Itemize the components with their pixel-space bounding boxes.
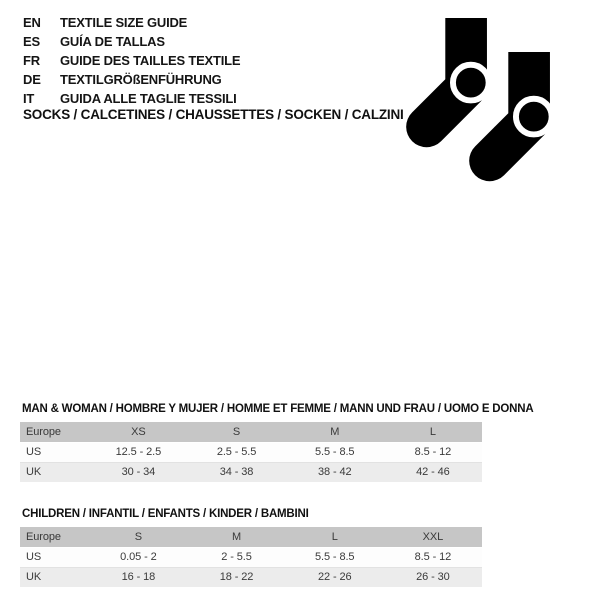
language-label: TEXTILGRÖßENFÜHRUNG [60,72,222,87]
language-label: TEXTILE SIZE GUIDE [60,15,188,30]
table-row [20,442,482,462]
language-row-en [23,13,240,32]
header-size-s: S [232,425,241,438]
size-table-section-children [20,508,482,587]
table-row [20,567,482,587]
table-title-adult: MAN & WOMAN / HOMBRE Y MUJER / HOMME ET FEMME / MANN UND FRAU / UOMO E DONNA [22,403,534,415]
header-size-m: M [232,530,242,543]
table-header-row [20,422,482,442]
language-row-es [23,32,240,51]
size-cell: 34 - 38 [219,466,254,479]
language-row-fr [23,51,240,70]
category-title: SOCKS / CALCETINES / CHAUSSETTES / SOCKEN / CALZINI [23,107,404,122]
socks-icon [400,8,580,188]
header-region: Europe [26,530,61,543]
size-cell: 26 - 30 [416,571,450,584]
size-cell: 0.05 - 2 [120,551,157,563]
language-label: GUÍA DE TALLAS [60,34,165,49]
size-cell: 5.5 - 8.5 [314,551,355,563]
header-size-xs: XS [131,425,146,438]
row-label: UK [26,571,42,584]
language-code: EN [23,15,41,30]
table-row [20,462,482,482]
language-row-it [23,89,240,108]
size-cell: 2.5 - 5.5 [216,446,257,458]
language-label: GUIDA ALLE TAGLIE TESSILI [60,91,237,106]
table-title-children: CHILDREN / INFANTIL / ENFANTS / KINDER / BAMBINI [22,508,309,520]
size-cell: 22 - 26 [317,571,352,584]
table-row [20,547,482,567]
header-size-l: L [429,425,436,438]
size-table-children [20,527,482,587]
header-size-m: M [330,425,340,438]
language-code: DE [23,72,41,87]
size-table-adult [20,422,482,482]
size-cell: 18 - 22 [219,571,254,584]
header-size-l: L [331,530,338,543]
size-cell: 12.5 - 2.5 [115,446,162,458]
size-cell: 8.5 - 12 [414,446,452,458]
table-header-row [20,527,482,547]
language-label: GUIDE DES TAILLES TEXTILE [60,53,241,68]
language-legend [23,13,240,108]
size-cell: 5.5 - 8.5 [314,446,355,458]
size-cell: 30 - 34 [121,466,156,479]
size-cell: 38 - 42 [317,466,352,479]
size-table-section-adult [20,403,534,482]
header-region: Europe [26,425,61,438]
language-code: IT [23,91,35,106]
size-cell: 42 - 46 [416,466,450,479]
size-cell: 2 - 5.5 [221,551,252,563]
size-cell: 16 - 18 [121,571,156,584]
row-label: US [26,551,42,563]
language-code: FR [23,53,40,68]
row-label: US [26,446,42,458]
header-size-s: S [134,530,142,543]
header-size-xxl: XXL [422,530,444,543]
language-row-de [23,70,240,89]
size-cell: 8.5 - 12 [414,551,452,563]
language-code: ES [23,34,40,49]
row-label: UK [26,466,42,479]
